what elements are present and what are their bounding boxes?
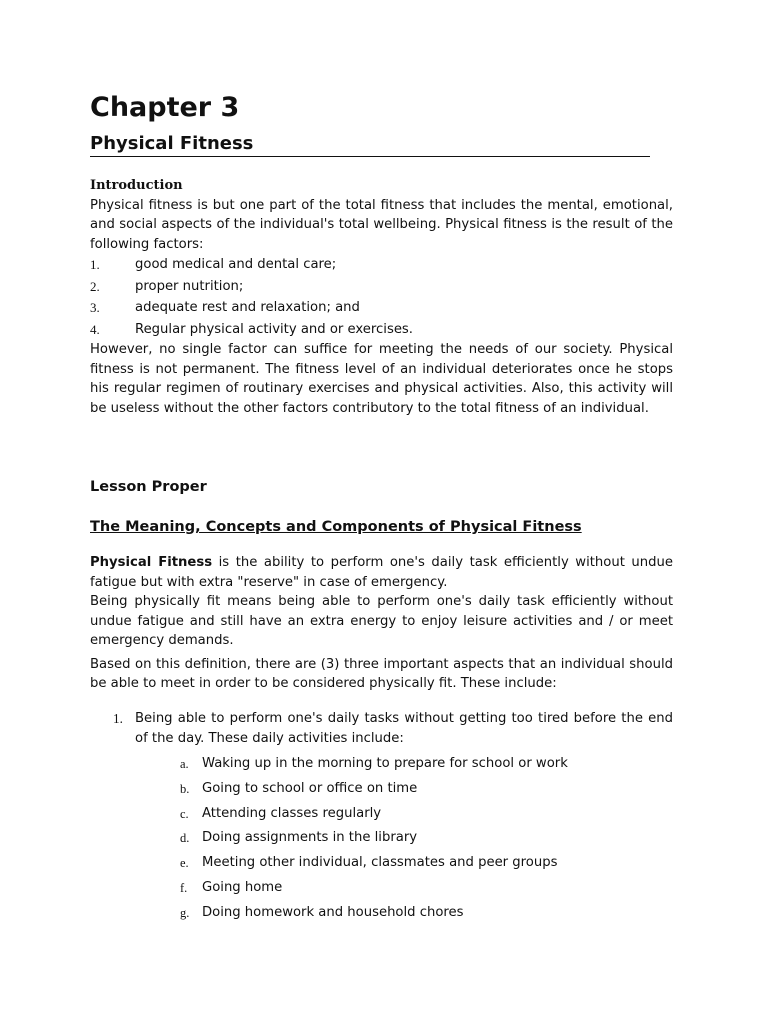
list-text: Going home bbox=[202, 879, 283, 895]
list-item bbox=[180, 777, 673, 802]
definition-section bbox=[90, 553, 673, 694]
factors-list bbox=[90, 254, 673, 340]
list-letter: f. bbox=[180, 880, 188, 895]
list-item bbox=[90, 319, 673, 341]
definition-term: Physical Fitness bbox=[90, 555, 213, 570]
subtitle-rule bbox=[90, 133, 650, 157]
list-number: 4. bbox=[90, 321, 100, 337]
list-text: Doing assignments in the library bbox=[202, 830, 418, 846]
list-text: Regular physical activity and or exercises. bbox=[135, 321, 413, 337]
activities-list bbox=[135, 752, 673, 926]
section-heading: The Meaning, Concepts and Components of Physical Fitness bbox=[90, 519, 582, 535]
introduction-heading: Introduction bbox=[90, 178, 183, 193]
list-letter: b. bbox=[180, 781, 190, 796]
list-item bbox=[180, 826, 673, 851]
list-letter: d. bbox=[180, 831, 190, 846]
list-text: adequate rest and relaxation; and bbox=[135, 300, 360, 315]
definition-paragraph-2: Being physically fit means being able to perform one's daily task efficiently without undue fatigue and still have an extra energy to enjoy leisure activities and / or meet emergency demands. bbox=[90, 594, 673, 648]
list-text: Attending classes regularly bbox=[202, 805, 382, 821]
aspect-text-block bbox=[135, 709, 673, 926]
list-number: 2. bbox=[90, 278, 100, 294]
list-item bbox=[180, 901, 673, 926]
list-item bbox=[113, 709, 673, 926]
introduction-paragraph: Physical fitness is but one part of the total fitness that includes the mental, emotional, and social aspects of the individual's total wellbeing. Physical fitness is the result of the following factors: bbox=[90, 197, 673, 252]
aspect-text: Being able to perform one's daily tasks without getting too tired before the end of the day. These daily activities include: bbox=[135, 711, 673, 746]
list-letter: a. bbox=[180, 757, 189, 771]
list-text: Doing homework and household chores bbox=[202, 904, 464, 920]
list-number: 3. bbox=[90, 300, 100, 315]
definition-paragraph-3: Based on this definition, there are (3) three important aspects that an individual should be able to meet in order to be considered physically fit. These include: bbox=[90, 656, 673, 691]
list-letter: e. bbox=[180, 856, 189, 871]
list-text: Meeting other individual, classmates and peer groups bbox=[202, 855, 558, 871]
list-letter: c. bbox=[180, 806, 189, 821]
list-item bbox=[180, 851, 673, 876]
list-number: 1. bbox=[113, 711, 123, 726]
introduction-paragraph-2: However, no single factor can suffice for meeting the needs of our society. Physical fitness is not permanent. The fitness level of an individual deteriorates once he stops his regular regimen of routinary exercises and physical activities. Also, this activity will be useless without the other factors contributory to the total fitness of an individual. bbox=[90, 342, 673, 416]
list-number: 1. bbox=[90, 257, 100, 272]
chapter-title: Chapter 3 bbox=[90, 92, 240, 123]
list-item bbox=[180, 876, 673, 901]
definition-text: is the ability to perform one's daily task efficiently without undue fatigue but with extra "reserve" in case of emergency. bbox=[90, 555, 673, 590]
list-text: Waking up in the morning to prepare for school or work bbox=[202, 756, 568, 771]
list-item bbox=[90, 297, 673, 319]
list-text: good medical and dental care; bbox=[135, 257, 337, 272]
lesson-proper-heading: Lesson Proper bbox=[90, 479, 207, 495]
list-letter: g. bbox=[180, 905, 190, 920]
list-item bbox=[180, 802, 673, 827]
list-text: proper nutrition; bbox=[135, 278, 244, 294]
aspects-list bbox=[113, 709, 673, 926]
chapter-subtitle: Physical Fitness bbox=[90, 133, 254, 154]
list-text: Going to school or office on time bbox=[202, 780, 418, 796]
list-item bbox=[90, 254, 673, 276]
list-item bbox=[90, 276, 673, 298]
list-item bbox=[180, 752, 673, 777]
definition-paragraph bbox=[90, 553, 673, 592]
introduction-section bbox=[90, 176, 673, 418]
